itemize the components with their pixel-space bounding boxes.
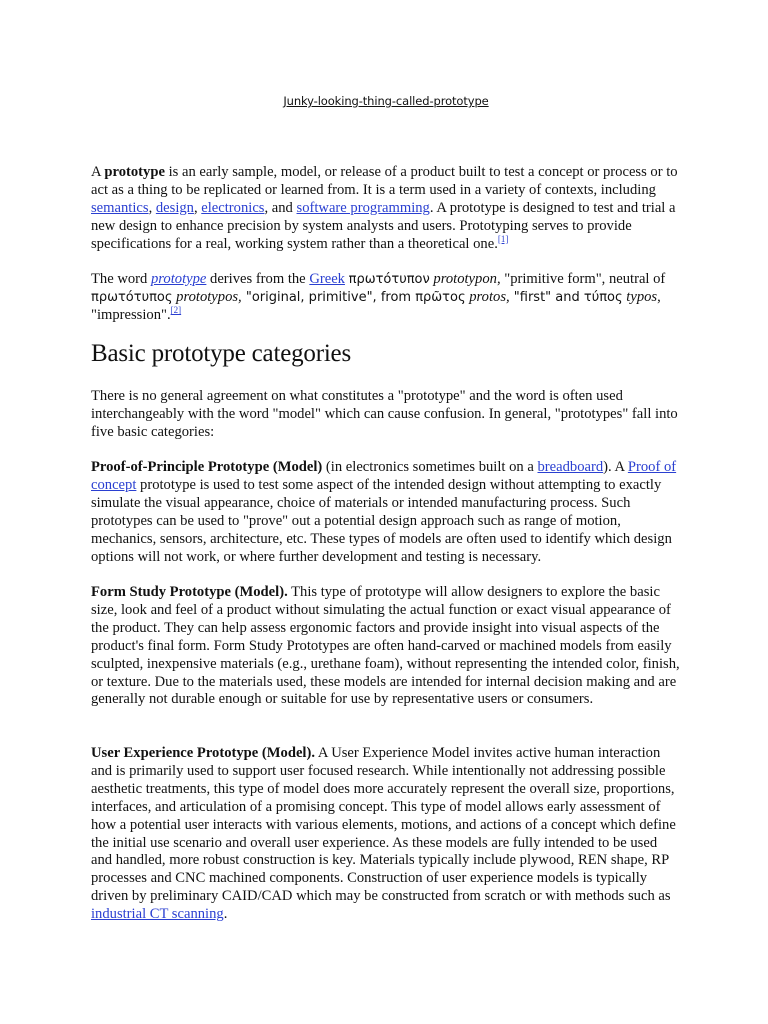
text-run: , (193, 199, 202, 216)
text-run: , "primitive form", neutral of (496, 271, 666, 287)
greek-word: πρῶτος (415, 289, 466, 305)
user-experience-paragraph (91, 745, 681, 924)
text-run: . A prototype is designed to test and trial a new design to enhance precision by system analysts and users. Prototyping serves to provide specifications for a real, working system rather than a theoretical one. (91, 199, 676, 252)
text-run: This type of prototype will allow designers to explore the basic size, look and feel of a product without simulating the actual function or exact visual appearance of the product. They can help assess ergonomic factors and provide insight into visual aspects of the product's final form. Form Study Prototypes are often hand-carved or machined models from easily sculpted, inexpensive materials (e.g., urethane foam), without representing the intended color, finish, or texture. Due to the materials used, these models are intended for internal decision making and are generally not durable enough or suitable for use by representative users or consumers. (91, 584, 680, 708)
reference-1-link[interactable]: [1] (497, 233, 509, 244)
greek-gloss: "original, primitive", from (241, 289, 416, 305)
text-run: A User Experience Model invites active human interaction and is primarily used to support user focused research. While intentionally not addressing possible aesthetic treatments, this type of model does more accurately represent the overall size, proportions, interfaces, and articulation of a promising concept. This type of model allows early assessment of how a potential user interacts with various elements, motions, and actions of a concept which define the initial use scenario and overall user experience. As these models are fully intended to be used and handled, more robust construction is key. Materials typically include plywood, REN shape, RP processes and CNC machined components. Construction of user experience models is typically driven by preliminary CAID/CAD which may be constructed from scratch or with methods such as (91, 745, 676, 905)
etymology-paragraph (91, 271, 681, 325)
greek-gloss: "first" and (509, 289, 584, 305)
text-run: , "impression". (91, 288, 661, 323)
text-run: derives from the (206, 271, 310, 287)
form-study-paragraph (91, 584, 681, 709)
link-prototype[interactable] (151, 271, 206, 287)
greek-word: πρωτότυπος (91, 289, 173, 305)
section-heading: Basic prototype categories (91, 340, 351, 367)
transliteration: prototypos, (176, 288, 242, 305)
category-title: Form Study Prototype (Model). (91, 584, 288, 600)
link-software-programming[interactable]: software programming (296, 199, 430, 216)
link-greek[interactable]: Greek (309, 271, 345, 287)
document-title: Junky-looking-thing-called-prototype (283, 94, 489, 108)
transliteration: protos, (469, 288, 510, 305)
link-breadboard[interactable]: breadboard (537, 459, 604, 475)
text-run: The word (91, 271, 151, 287)
reference-2-link[interactable]: [2] (170, 304, 182, 315)
proof-of-principle-paragraph (91, 459, 681, 566)
text-run: prototype is used to test some aspect of the intended design without attempting to exactly simulate the visual appearance, choice of materials or intended manufacturing process. Such prototypes can be used to "prove" out a potential design approach such as range of motion, mechanics, sensors, architecture, etc. These types of models are often used to identify which design options will not work, or where further development and testing is necessary. (91, 476, 672, 565)
greek-word: πρωτότυπον (348, 272, 430, 287)
link-proof-of-concept[interactable]: Proof of concept (91, 459, 677, 493)
category-title: User Experience Prototype (Model). (91, 745, 315, 761)
link-prototype-label: prototype (150, 271, 207, 287)
text-run: . (223, 906, 228, 923)
link-semantics[interactable]: semantics (91, 199, 149, 216)
text-run: A (91, 164, 105, 180)
link-design[interactable]: design (155, 199, 194, 216)
link-electronics[interactable]: electronics (201, 199, 265, 216)
bold-term: prototype (104, 164, 165, 180)
link-industrial-ct-scanning[interactable]: industrial CT scanning (91, 906, 224, 923)
text-run: , (148, 199, 156, 216)
transliteration: typos (626, 288, 658, 305)
transliteration: prototypon (433, 271, 497, 287)
text-run: , and (264, 199, 297, 216)
text-run: is an early sample, model, or release of a product built to test a concept or process or to act as a thing to be replicated or learned from. It is a term used in a variety of contexts, including (91, 164, 678, 198)
greek-word: τύπος (583, 289, 623, 305)
category-title: Proof-of-Principle Prototype (Model) (91, 459, 323, 475)
intro-paragraph (91, 164, 681, 254)
section-intro-paragraph: There is no general agreement on what constitutes a "prototype" and the word is often used interchangeably with the word "model" which can cause confusion. In general, "prototypes" fall into five basic categories: (91, 388, 678, 440)
text-run: ). A (603, 459, 628, 475)
text-run: (in electronics sometimes built on a (322, 459, 538, 475)
